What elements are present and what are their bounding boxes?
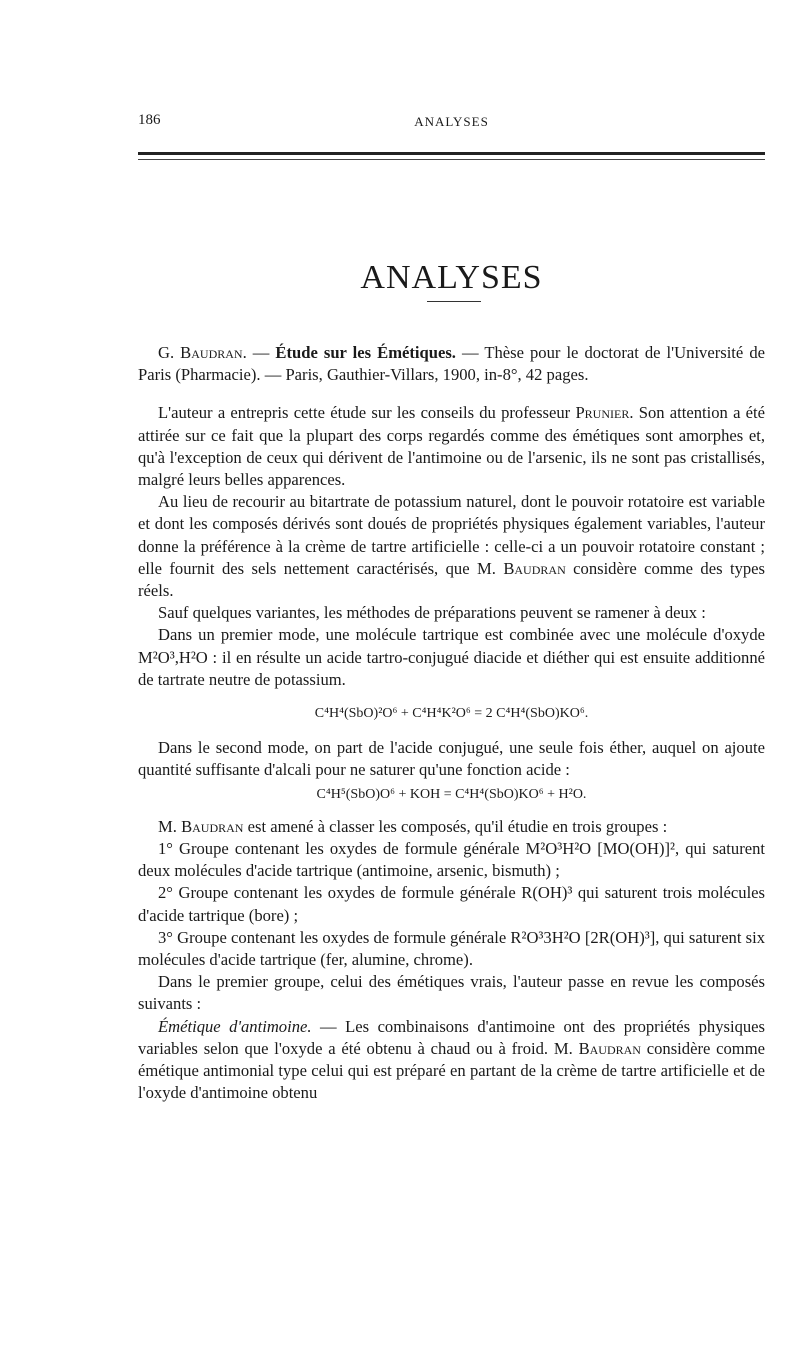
list-item: 1° Groupe contenant les oxydes de formule générale M²O³H²O [MO(OH)]², qui saturent deux molécules d'acide tartrique (antimoine, arsenic, bismuth) ; (138, 839, 765, 881)
bibliographic-reference (138, 342, 765, 386)
paragraph (138, 491, 765, 602)
paragraph-text: est amené à classer les composés, qu'il étudie en trois groupes : (243, 816, 668, 836)
person-name: Baudran (503, 558, 566, 578)
running-head (138, 112, 765, 136)
paragraph: Sauf quelques variantes, les méthodes de préparations peuvent se ramener à deux : (158, 603, 706, 623)
person-name: Baudran (578, 1038, 641, 1058)
person-name: Baudran (181, 816, 244, 836)
paragraph: Dans le second mode, on part de l'acide conjugué, une seule fois éther, auquel on ajoute quantité suffisante d'alcali pour ne saturer qu'une fonction acide : (138, 738, 765, 780)
reference-details: — Thèse pour le doctorat de l'Université de Paris (Pharmacie). — Paris, Gauthier-Villars, 1900, in-8°, 42 pages. (138, 343, 765, 385)
paragraph-text: . Son attention a été attirée sur ce fait que la plupart des corps regardés comme des émétiques sont amorphes et, qu'à l'exception de ceux qui dérivent de l'antimoine ou de l'arsenic, ils ne sont pas cristallisés, malgré leurs belles apparences. (138, 403, 765, 490)
paragraph: Dans le premier groupe, celui des émétiques vrais, l'auteur passe en revue les composés suivants : (138, 972, 765, 1014)
paragraph (138, 816, 765, 838)
paragraph-text: considère comme émétique antimonial type celui qui est préparé en partant de la crème de tartre artificielle et de l'oxyde d'antimoine obtenu (138, 1038, 765, 1103)
subsection-heading: Émétique d'antimoine. (158, 1016, 312, 1036)
paragraph (138, 402, 765, 491)
section-title: ANALYSES (360, 258, 543, 296)
chemical-formula: C⁴H⁴(SbO)²O⁶ + C⁴H⁴K²O⁶ = 2 C⁴H⁴(SbO)KO⁶. (314, 706, 589, 722)
article-body (138, 342, 765, 1105)
page-number: 186 (138, 112, 161, 128)
paragraph-text: considère comme des types réels. (138, 558, 765, 601)
paragraph: Dans un premier mode, une molécule tartrique est combinée avec une molécule d'oxyde M²O³,H²O : il en résulte un acide tartro-conjugué diacide et diéther qui est ensuite additionné de tartrate neutre de potassium. (138, 625, 765, 689)
chemical-formula: C⁴H⁵(SbO)O⁶ + KOH = C⁴H⁴(SbO)KO⁶ + H²O. (316, 786, 587, 802)
running-title: ANALYSES (414, 114, 489, 129)
paragraph-text: Au lieu de recourir au bitartrate de potassium naturel, dont le pouvoir rotatoire est variable et dont les composés dérivés sont doués de propriétés physiques également variables, l'auteur donne la préférence à la crème de tartre artificielle : celle-ci a un pouvoir rotatoire constant ; elle fournit des sels nettement caractérisés, que M. (138, 492, 765, 578)
person-name: Prunier (575, 403, 630, 423)
paragraph (138, 1016, 765, 1105)
reference-title: Étude sur les Émétiques. (275, 343, 456, 362)
list-item: 3° Groupe contenant les oxydes de formule générale R²O³3H²O [2R(OH)³], qui saturent six molécules d'acide tartrique (fer, alumine, chrome). (138, 927, 765, 970)
paragraph-text: L'auteur a entrepris cette étude sur les conseils du professeur (158, 403, 576, 423)
header-rule-thick (138, 152, 765, 155)
header-rule-thin (138, 159, 765, 160)
paragraph-text: M. (158, 816, 182, 836)
list-item: 2° Groupe contenant les oxydes de formule générale R(OH)³ qui saturent trois molécules d'acide tartrique (bore) ; (138, 883, 765, 925)
reference-separator: — (246, 343, 276, 362)
title-separator (427, 301, 481, 302)
paragraph-text: — Les combinaisons d'antimoine ont des propriétés physiques variables selon que l'oxyde a été obtenu à chaud ou à froid. M. (138, 1016, 765, 1058)
reference-author: G. Baudran. (158, 343, 247, 362)
